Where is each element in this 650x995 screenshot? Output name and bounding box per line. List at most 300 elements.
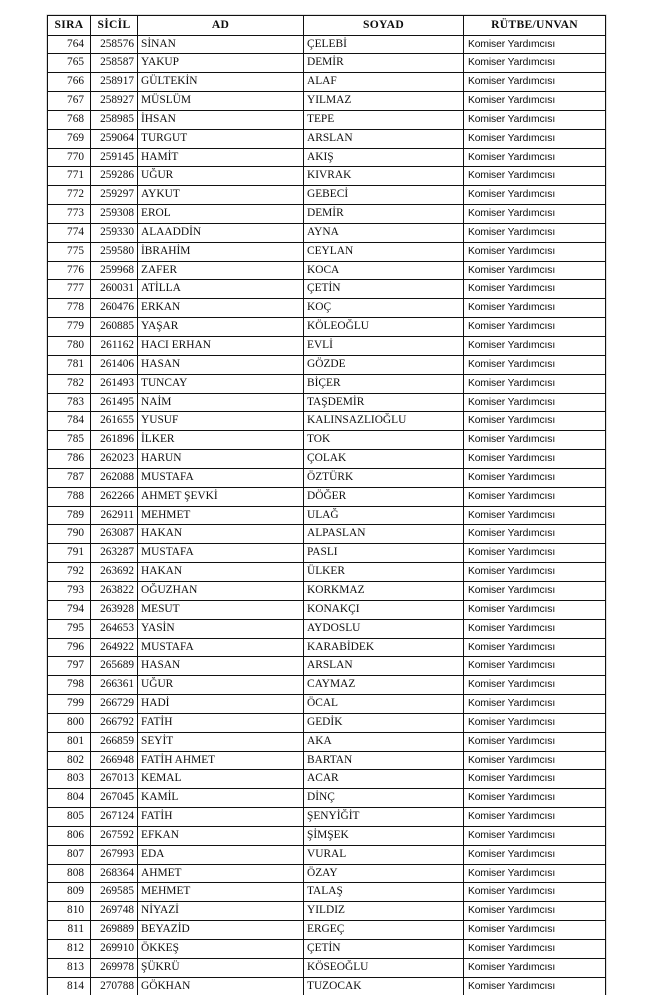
cell-rutbe: Komiser Yardımcısı — [464, 242, 606, 261]
cell-sira: 788 — [48, 487, 91, 506]
table-body — [48, 35, 606, 995]
cell-soyad: VURAL — [304, 845, 464, 864]
cell-sicil: 259330 — [91, 223, 138, 242]
cell-sicil: 265689 — [91, 657, 138, 676]
cell-ad: TURGUT — [138, 129, 304, 148]
cell-sira: 803 — [48, 770, 91, 789]
table-row — [48, 713, 606, 732]
cell-sicil: 266361 — [91, 676, 138, 695]
cell-rutbe: Komiser Yardımcısı — [464, 318, 606, 337]
cell-ad: HAKAN — [138, 525, 304, 544]
cell-soyad: DİNÇ — [304, 789, 464, 808]
cell-sira: 797 — [48, 657, 91, 676]
cell-rutbe: Komiser Yardımcısı — [464, 167, 606, 186]
cell-soyad: ÖZAY — [304, 864, 464, 883]
cell-sicil: 258587 — [91, 54, 138, 73]
cell-sicil: 264922 — [91, 638, 138, 657]
cell-sira: 764 — [48, 35, 91, 54]
table-row — [48, 318, 606, 337]
cell-ad: SEYİT — [138, 732, 304, 751]
cell-sira: 785 — [48, 431, 91, 450]
column-header-sicil: SİCİL — [91, 16, 138, 36]
cell-soyad: YILMAZ — [304, 92, 464, 111]
cell-soyad: ÖCAL — [304, 695, 464, 714]
table-row — [48, 412, 606, 431]
cell-rutbe: Komiser Yardımcısı — [464, 845, 606, 864]
cell-rutbe: Komiser Yardımcısı — [464, 770, 606, 789]
cell-ad: MUSTAFA — [138, 468, 304, 487]
cell-soyad: GÖZDE — [304, 355, 464, 374]
cell-ad: HARUN — [138, 450, 304, 469]
cell-sicil: 269889 — [91, 921, 138, 940]
cell-soyad: ÇOLAK — [304, 450, 464, 469]
column-header-soyad: SOYAD — [304, 16, 464, 36]
cell-sira: 781 — [48, 355, 91, 374]
cell-sicil: 269978 — [91, 958, 138, 977]
cell-soyad: KÖLEOĞLU — [304, 318, 464, 337]
cell-soyad: TEPE — [304, 110, 464, 129]
cell-ad: ZAFER — [138, 261, 304, 280]
cell-rutbe: Komiser Yardımcısı — [464, 581, 606, 600]
table-row — [48, 205, 606, 224]
cell-sira: 795 — [48, 619, 91, 638]
cell-sicil: 261495 — [91, 393, 138, 412]
table-row — [48, 581, 606, 600]
cell-ad: MEHMET — [138, 883, 304, 902]
cell-sicil: 268364 — [91, 864, 138, 883]
cell-rutbe: Komiser Yardımcısı — [464, 657, 606, 676]
header-row — [48, 16, 606, 36]
cell-sira: 813 — [48, 958, 91, 977]
cell-rutbe: Komiser Yardımcısı — [464, 525, 606, 544]
table-row — [48, 280, 606, 299]
table-row — [48, 845, 606, 864]
cell-rutbe: Komiser Yardımcısı — [464, 563, 606, 582]
cell-ad: MÜSLÜM — [138, 92, 304, 111]
cell-rutbe: Komiser Yardımcısı — [464, 883, 606, 902]
table-row — [48, 450, 606, 469]
cell-sicil: 258927 — [91, 92, 138, 111]
cell-sira: 780 — [48, 337, 91, 356]
cell-rutbe: Komiser Yardımcısı — [464, 35, 606, 54]
cell-sicil: 263287 — [91, 544, 138, 563]
table-row — [48, 544, 606, 563]
cell-sira: 777 — [48, 280, 91, 299]
cell-ad: NİYAZİ — [138, 902, 304, 921]
cell-soyad: ALAF — [304, 73, 464, 92]
cell-ad: GÖKHAN — [138, 977, 304, 995]
personnel-roster-table — [47, 15, 606, 995]
cell-ad: YASİN — [138, 619, 304, 638]
cell-ad: UĞUR — [138, 167, 304, 186]
cell-rutbe: Komiser Yardımcısı — [464, 864, 606, 883]
cell-sira: 812 — [48, 940, 91, 959]
table-row — [48, 35, 606, 54]
cell-soyad: ARSLAN — [304, 129, 464, 148]
cell-rutbe: Komiser Yardımcısı — [464, 450, 606, 469]
cell-sicil: 260885 — [91, 318, 138, 337]
cell-rutbe: Komiser Yardımcısı — [464, 751, 606, 770]
cell-rutbe: Komiser Yardımcısı — [464, 732, 606, 751]
cell-ad: SİNAN — [138, 35, 304, 54]
cell-sicil: 266948 — [91, 751, 138, 770]
cell-sira: 811 — [48, 921, 91, 940]
cell-ad: YUSUF — [138, 412, 304, 431]
cell-soyad: GEDİK — [304, 713, 464, 732]
cell-sira: 766 — [48, 73, 91, 92]
cell-sira: 802 — [48, 751, 91, 770]
cell-ad: BEYAZİD — [138, 921, 304, 940]
cell-ad: KEMAL — [138, 770, 304, 789]
cell-sicil: 266792 — [91, 713, 138, 732]
cell-soyad: ULAĞ — [304, 506, 464, 525]
cell-soyad: KOCA — [304, 261, 464, 280]
cell-sicil: 266729 — [91, 695, 138, 714]
cell-rutbe: Komiser Yardımcısı — [464, 789, 606, 808]
cell-sira: 794 — [48, 600, 91, 619]
column-header-rutbe: RÜTBE/UNVAN — [464, 16, 606, 36]
cell-soyad: KONAKÇI — [304, 600, 464, 619]
cell-ad: İBRAHİM — [138, 242, 304, 261]
cell-ad: ÖKKEŞ — [138, 940, 304, 959]
cell-sicil: 258917 — [91, 73, 138, 92]
cell-sicil: 261406 — [91, 355, 138, 374]
cell-sira: 807 — [48, 845, 91, 864]
table-row — [48, 940, 606, 959]
table-row — [48, 883, 606, 902]
cell-soyad: ŞENYİĞİT — [304, 808, 464, 827]
cell-sira: 776 — [48, 261, 91, 280]
cell-rutbe: Komiser Yardımcısı — [464, 261, 606, 280]
cell-rutbe: Komiser Yardımcısı — [464, 54, 606, 73]
cell-sira: 767 — [48, 92, 91, 111]
cell-ad: MUSTAFA — [138, 544, 304, 563]
cell-rutbe: Komiser Yardımcısı — [464, 487, 606, 506]
cell-rutbe: Komiser Yardımcısı — [464, 374, 606, 393]
cell-rutbe: Komiser Yardımcısı — [464, 337, 606, 356]
cell-rutbe: Komiser Yardımcısı — [464, 186, 606, 205]
cell-sira: 792 — [48, 563, 91, 582]
cell-rutbe: Komiser Yardımcısı — [464, 940, 606, 959]
cell-sicil: 269585 — [91, 883, 138, 902]
cell-soyad: KORKMAZ — [304, 581, 464, 600]
table-row — [48, 770, 606, 789]
table-row — [48, 921, 606, 940]
cell-sira: 800 — [48, 713, 91, 732]
table-row — [48, 525, 606, 544]
cell-sira: 806 — [48, 826, 91, 845]
cell-soyad: KARABİDEK — [304, 638, 464, 657]
cell-sira: 771 — [48, 167, 91, 186]
cell-rutbe: Komiser Yardımcısı — [464, 600, 606, 619]
cell-soyad: KALINSAZLIOĞLU — [304, 412, 464, 431]
cell-soyad: ERGEÇ — [304, 921, 464, 940]
cell-sira: 769 — [48, 129, 91, 148]
cell-sira: 789 — [48, 506, 91, 525]
cell-ad: UĞUR — [138, 676, 304, 695]
cell-sira: 778 — [48, 299, 91, 318]
cell-soyad: CEYLAN — [304, 242, 464, 261]
cell-ad: HASAN — [138, 657, 304, 676]
table-row — [48, 958, 606, 977]
table-row — [48, 638, 606, 657]
cell-ad: HACI ERHAN — [138, 337, 304, 356]
cell-ad: AYKUT — [138, 186, 304, 205]
cell-sicil: 261162 — [91, 337, 138, 356]
cell-sicil: 263928 — [91, 600, 138, 619]
table-row — [48, 487, 606, 506]
cell-soyad: ÇETİN — [304, 280, 464, 299]
cell-ad: AHMET — [138, 864, 304, 883]
cell-sicil: 267045 — [91, 789, 138, 808]
cell-sicil: 262266 — [91, 487, 138, 506]
cell-sira: 791 — [48, 544, 91, 563]
cell-ad: OĞUZHAN — [138, 581, 304, 600]
cell-sira: 808 — [48, 864, 91, 883]
cell-soyad: DEMİR — [304, 54, 464, 73]
cell-sicil: 266859 — [91, 732, 138, 751]
cell-rutbe: Komiser Yardımcısı — [464, 355, 606, 374]
cell-ad: İHSAN — [138, 110, 304, 129]
table-row — [48, 619, 606, 638]
cell-soyad: KOÇ — [304, 299, 464, 318]
cell-ad: FATİH AHMET — [138, 751, 304, 770]
cell-ad: HADİ — [138, 695, 304, 714]
cell-sicil: 267124 — [91, 808, 138, 827]
table-row — [48, 789, 606, 808]
table-row — [48, 261, 606, 280]
cell-sira: 774 — [48, 223, 91, 242]
cell-soyad: TOK — [304, 431, 464, 450]
cell-rutbe: Komiser Yardımcısı — [464, 695, 606, 714]
cell-ad: YAŞAR — [138, 318, 304, 337]
cell-soyad: TALAŞ — [304, 883, 464, 902]
cell-sira: 787 — [48, 468, 91, 487]
cell-soyad: KÖSEOĞLU — [304, 958, 464, 977]
cell-rutbe: Komiser Yardımcısı — [464, 431, 606, 450]
cell-sira: 772 — [48, 186, 91, 205]
cell-rutbe: Komiser Yardımcısı — [464, 977, 606, 995]
cell-rutbe: Komiser Yardımcısı — [464, 713, 606, 732]
cell-sicil: 261655 — [91, 412, 138, 431]
cell-soyad: ÖZTÜRK — [304, 468, 464, 487]
cell-sicil: 269748 — [91, 902, 138, 921]
table-row — [48, 826, 606, 845]
cell-soyad: KIVRAK — [304, 167, 464, 186]
table-row — [48, 393, 606, 412]
cell-ad: MEHMET — [138, 506, 304, 525]
cell-ad: EROL — [138, 205, 304, 224]
cell-soyad: ALPASLAN — [304, 525, 464, 544]
cell-sira: 775 — [48, 242, 91, 261]
table-row — [48, 751, 606, 770]
cell-sicil: 261896 — [91, 431, 138, 450]
cell-sira: 773 — [48, 205, 91, 224]
cell-rutbe: Komiser Yardımcısı — [464, 506, 606, 525]
cell-sira: 782 — [48, 374, 91, 393]
cell-sira: 796 — [48, 638, 91, 657]
cell-sicil: 258985 — [91, 110, 138, 129]
cell-sicil: 259286 — [91, 167, 138, 186]
cell-rutbe: Komiser Yardımcısı — [464, 676, 606, 695]
table-row — [48, 223, 606, 242]
table-row — [48, 676, 606, 695]
cell-soyad: DÖĞER — [304, 487, 464, 506]
cell-ad: FATİH — [138, 808, 304, 827]
cell-ad: HAMİT — [138, 148, 304, 167]
cell-soyad: AYDOSLU — [304, 619, 464, 638]
cell-soyad: TUZOCAK — [304, 977, 464, 995]
table-row — [48, 355, 606, 374]
cell-soyad: DEMİR — [304, 205, 464, 224]
cell-soyad: GEBECİ — [304, 186, 464, 205]
table-row — [48, 337, 606, 356]
cell-ad: TUNCAY — [138, 374, 304, 393]
cell-sira: 801 — [48, 732, 91, 751]
cell-sira: 783 — [48, 393, 91, 412]
cell-ad: MUSTAFA — [138, 638, 304, 657]
cell-ad: EFKAN — [138, 826, 304, 845]
table-row — [48, 563, 606, 582]
cell-sira: 798 — [48, 676, 91, 695]
cell-rutbe: Komiser Yardımcısı — [464, 223, 606, 242]
cell-rutbe: Komiser Yardımcısı — [464, 299, 606, 318]
cell-rutbe: Komiser Yardımcısı — [464, 808, 606, 827]
cell-ad: GÜLTEKİN — [138, 73, 304, 92]
cell-sicil: 262023 — [91, 450, 138, 469]
cell-rutbe: Komiser Yardımcısı — [464, 412, 606, 431]
cell-rutbe: Komiser Yardımcısı — [464, 393, 606, 412]
cell-soyad: AKA — [304, 732, 464, 751]
cell-ad: HASAN — [138, 355, 304, 374]
table-row — [48, 902, 606, 921]
cell-rutbe: Komiser Yardımcısı — [464, 826, 606, 845]
cell-rutbe: Komiser Yardımcısı — [464, 280, 606, 299]
cell-sicil: 263087 — [91, 525, 138, 544]
cell-sicil: 264653 — [91, 619, 138, 638]
cell-sicil: 261493 — [91, 374, 138, 393]
table-row — [48, 110, 606, 129]
table-row — [48, 977, 606, 995]
cell-rutbe: Komiser Yardımcısı — [464, 110, 606, 129]
cell-ad: YAKUP — [138, 54, 304, 73]
cell-sicil: 270788 — [91, 977, 138, 995]
cell-sicil: 260476 — [91, 299, 138, 318]
cell-sicil: 260031 — [91, 280, 138, 299]
cell-sira: 768 — [48, 110, 91, 129]
cell-soyad: AKIŞ — [304, 148, 464, 167]
table-row — [48, 299, 606, 318]
table-row — [48, 657, 606, 676]
cell-sicil: 263822 — [91, 581, 138, 600]
cell-sicil: 267993 — [91, 845, 138, 864]
table-row — [48, 167, 606, 186]
column-header-ad: AD — [138, 16, 304, 36]
cell-ad: AHMET ŞEVKİ — [138, 487, 304, 506]
cell-sira: 804 — [48, 789, 91, 808]
cell-ad: EDA — [138, 845, 304, 864]
cell-soyad: TAŞDEMİR — [304, 393, 464, 412]
cell-rutbe: Komiser Yardımcısı — [464, 129, 606, 148]
cell-ad: HAKAN — [138, 563, 304, 582]
cell-soyad: BARTAN — [304, 751, 464, 770]
cell-sira: 793 — [48, 581, 91, 600]
cell-ad: İLKER — [138, 431, 304, 450]
table-row — [48, 732, 606, 751]
cell-soyad: ÜLKER — [304, 563, 464, 582]
cell-soyad: EVLİ — [304, 337, 464, 356]
cell-sicil: 259580 — [91, 242, 138, 261]
cell-rutbe: Komiser Yardımcısı — [464, 958, 606, 977]
cell-ad: ALAADDİN — [138, 223, 304, 242]
cell-sicil: 259297 — [91, 186, 138, 205]
table-header — [48, 16, 606, 36]
table-row — [48, 695, 606, 714]
cell-sira: 799 — [48, 695, 91, 714]
cell-rutbe: Komiser Yardımcısı — [464, 619, 606, 638]
cell-ad: NAİM — [138, 393, 304, 412]
cell-rutbe: Komiser Yardımcısı — [464, 73, 606, 92]
cell-rutbe: Komiser Yardımcısı — [464, 148, 606, 167]
cell-sicil: 258576 — [91, 35, 138, 54]
cell-rutbe: Komiser Yardımcısı — [464, 544, 606, 563]
cell-sira: 770 — [48, 148, 91, 167]
cell-soyad: ARSLAN — [304, 657, 464, 676]
cell-rutbe: Komiser Yardımcısı — [464, 902, 606, 921]
cell-soyad: AYNA — [304, 223, 464, 242]
table-row — [48, 73, 606, 92]
cell-sicil: 262911 — [91, 506, 138, 525]
table-row — [48, 864, 606, 883]
column-header-sira: SIRA — [48, 16, 91, 36]
cell-sicil: 269910 — [91, 940, 138, 959]
cell-rutbe: Komiser Yardımcısı — [464, 638, 606, 657]
cell-sira: 790 — [48, 525, 91, 544]
cell-rutbe: Komiser Yardımcısı — [464, 92, 606, 111]
cell-soyad: CAYMAZ — [304, 676, 464, 695]
cell-sira: 784 — [48, 412, 91, 431]
cell-rutbe: Komiser Yardımcısı — [464, 205, 606, 224]
table-row — [48, 242, 606, 261]
cell-soyad: ÇELEBİ — [304, 35, 464, 54]
cell-rutbe: Komiser Yardımcısı — [464, 468, 606, 487]
cell-sicil: 267013 — [91, 770, 138, 789]
cell-sira: 786 — [48, 450, 91, 469]
cell-soyad: ŞİMŞEK — [304, 826, 464, 845]
cell-sira: 765 — [48, 54, 91, 73]
table-row — [48, 600, 606, 619]
table-row — [48, 92, 606, 111]
cell-sicil: 259145 — [91, 148, 138, 167]
cell-sira: 814 — [48, 977, 91, 995]
cell-sira: 809 — [48, 883, 91, 902]
cell-sira: 779 — [48, 318, 91, 337]
cell-soyad: ACAR — [304, 770, 464, 789]
cell-rutbe: Komiser Yardımcısı — [464, 921, 606, 940]
cell-sira: 810 — [48, 902, 91, 921]
cell-sicil: 259308 — [91, 205, 138, 224]
cell-ad: KAMİL — [138, 789, 304, 808]
cell-ad: FATİH — [138, 713, 304, 732]
cell-sicil: 259968 — [91, 261, 138, 280]
cell-soyad: YILDIZ — [304, 902, 464, 921]
table-row — [48, 129, 606, 148]
cell-ad: ATİLLA — [138, 280, 304, 299]
table-row — [48, 468, 606, 487]
cell-sicil: 262088 — [91, 468, 138, 487]
table-row — [48, 54, 606, 73]
cell-ad: ŞÜKRÜ — [138, 958, 304, 977]
